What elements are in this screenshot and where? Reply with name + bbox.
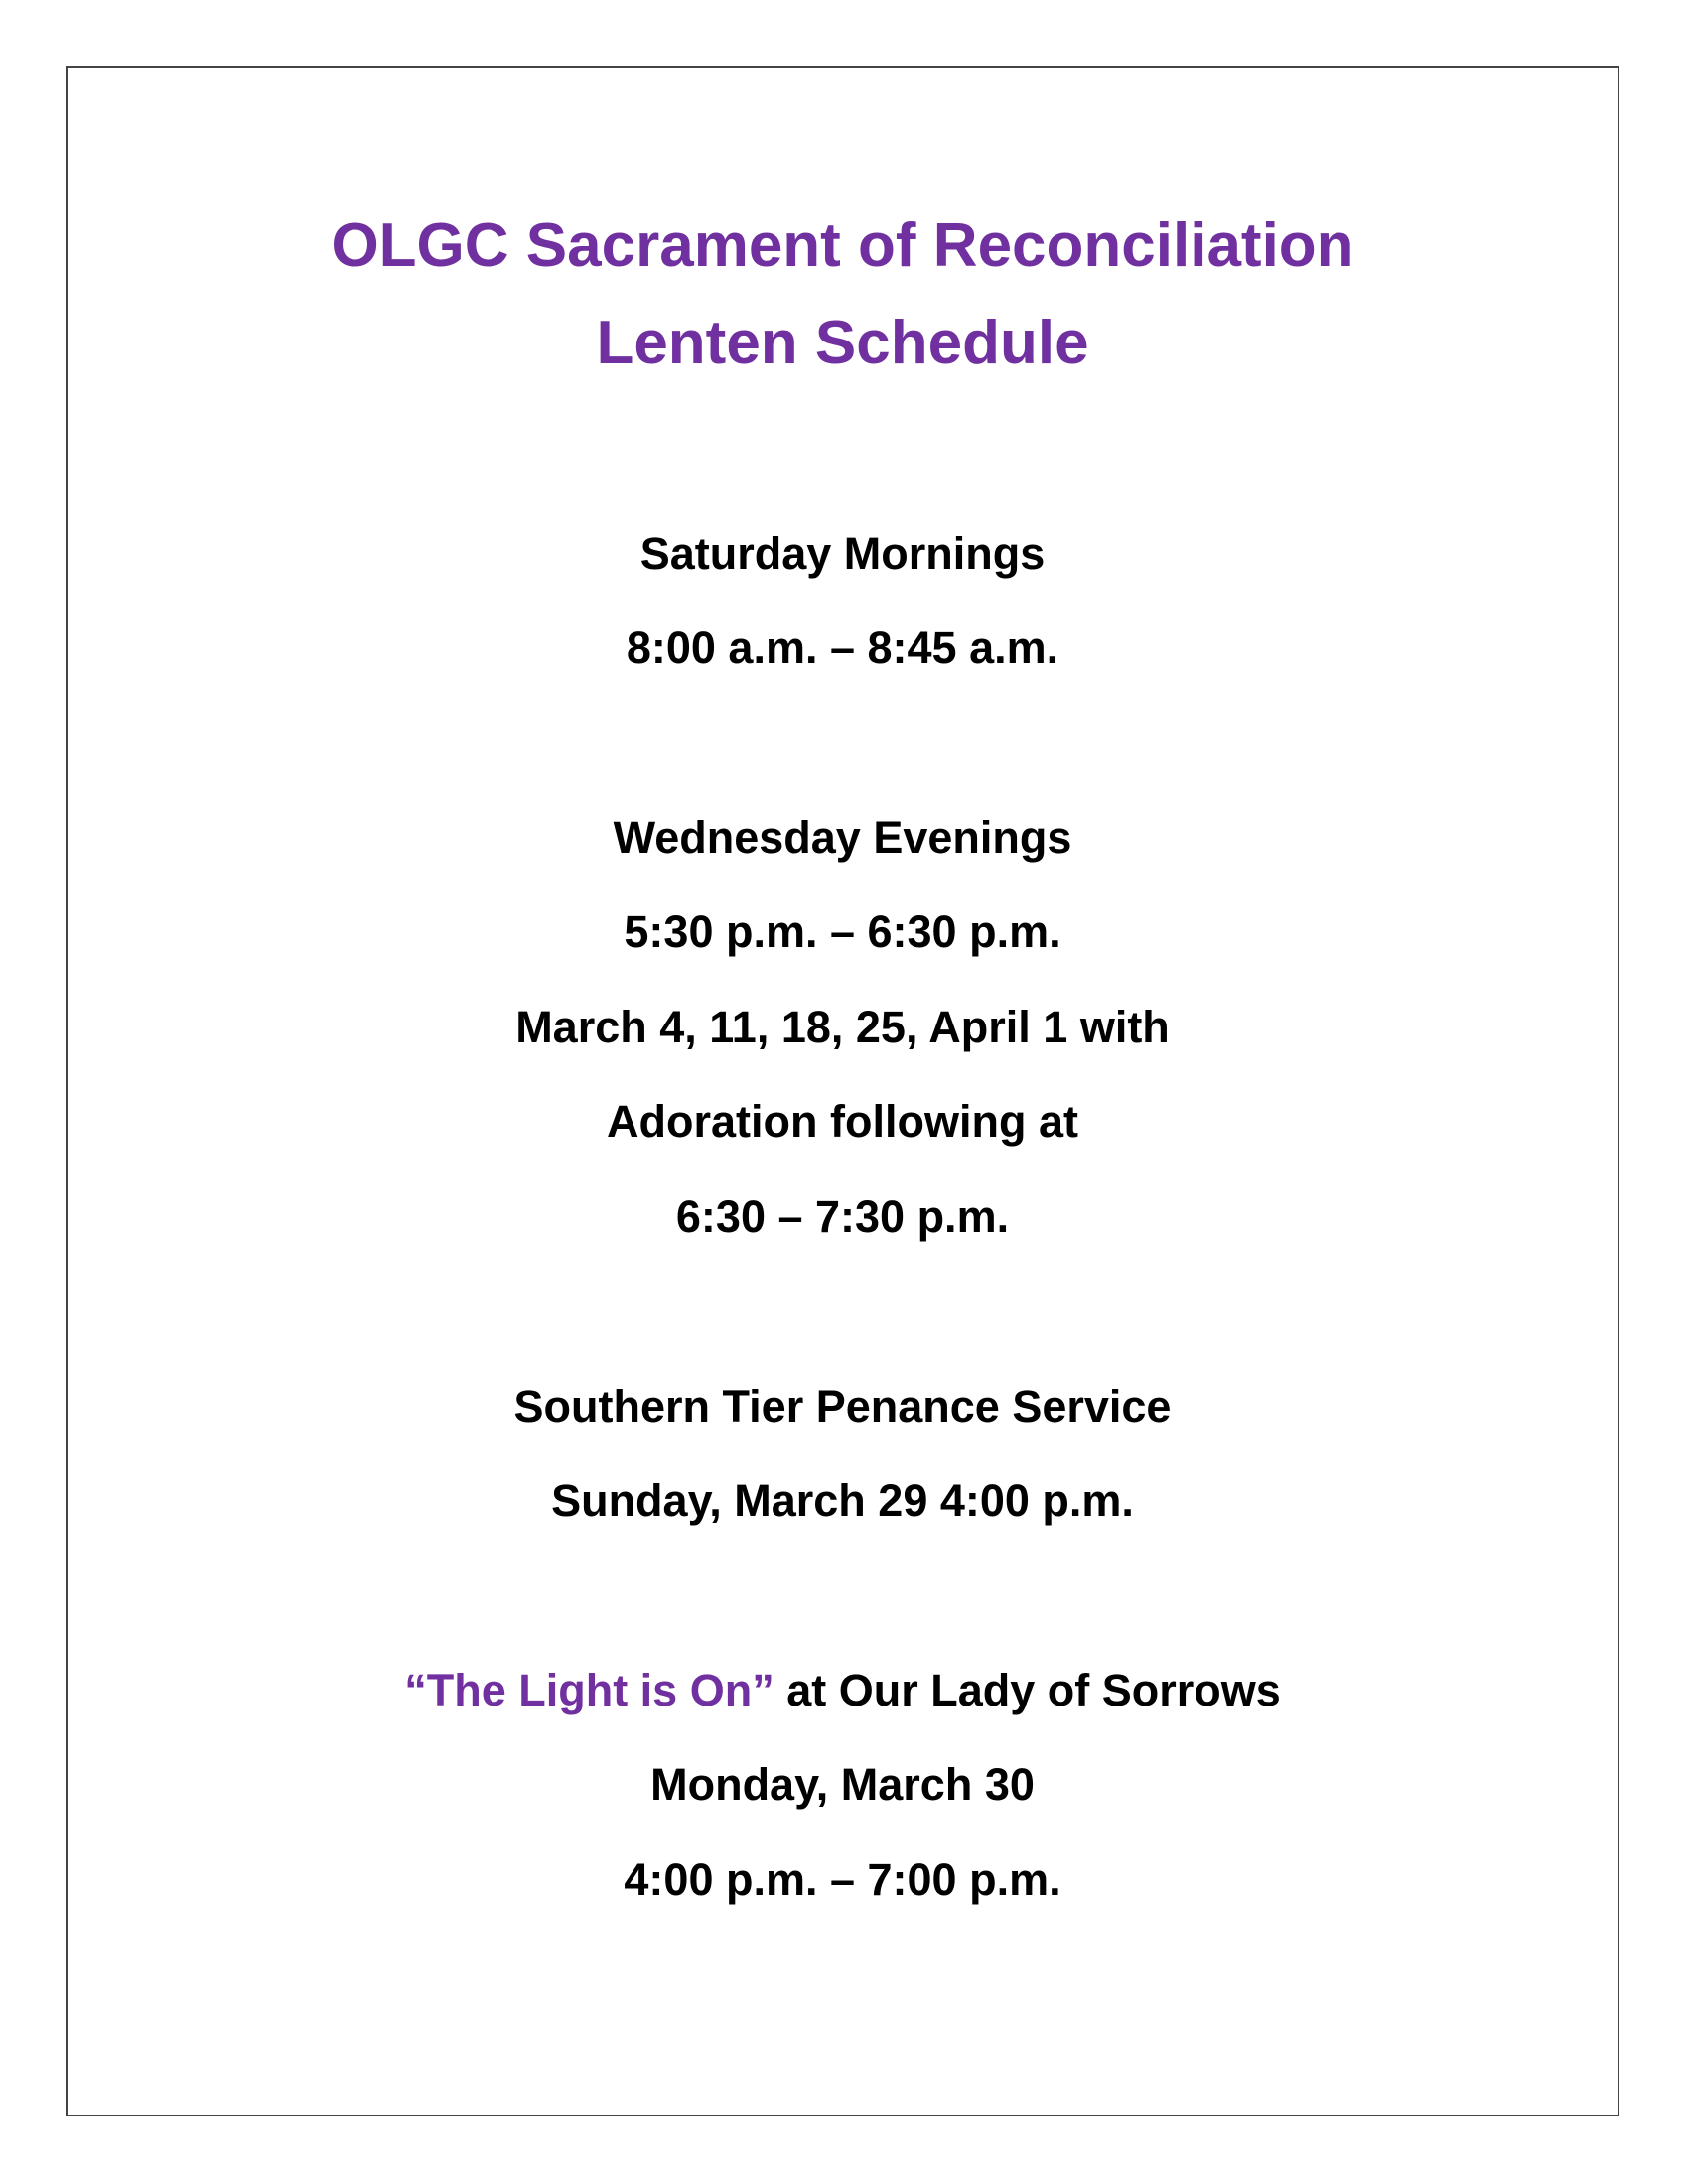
wednesday-adoration: Adoration following at (607, 1096, 1078, 1147)
wednesday-heading: Wednesday Evenings (613, 812, 1072, 863)
light-is-on-line (66, 1661, 1619, 1720)
page-title-line-1: OLGC Sacrament of Reconciliation (331, 211, 1354, 280)
light-is-on-highlight: “The Light is On” (404, 1665, 774, 1715)
penance-when: Sunday, March 29 4:00 p.m. (551, 1475, 1134, 1526)
penance-heading: Southern Tier Penance Service (513, 1381, 1172, 1432)
light-is-on-time: 4:00 p.m. – 7:00 p.m. (624, 1854, 1061, 1905)
wednesday-dates: March 4, 11, 18, 25, April 1 with (515, 1002, 1170, 1052)
light-is-on-date: Monday, March 30 (650, 1759, 1035, 1810)
page-title-line-2: Lenten Schedule (596, 309, 1089, 377)
saturday-time: 8:00 a.m. – 8:45 a.m. (626, 622, 1059, 673)
wednesday-time: 5:30 p.m. – 6:30 p.m. (624, 906, 1061, 957)
wednesday-adoration-time: 6:30 – 7:30 p.m. (675, 1191, 1010, 1242)
light-is-on-location: at Our Lady of Sorrows (774, 1665, 1281, 1715)
saturday-heading: Saturday Mornings (639, 528, 1046, 579)
